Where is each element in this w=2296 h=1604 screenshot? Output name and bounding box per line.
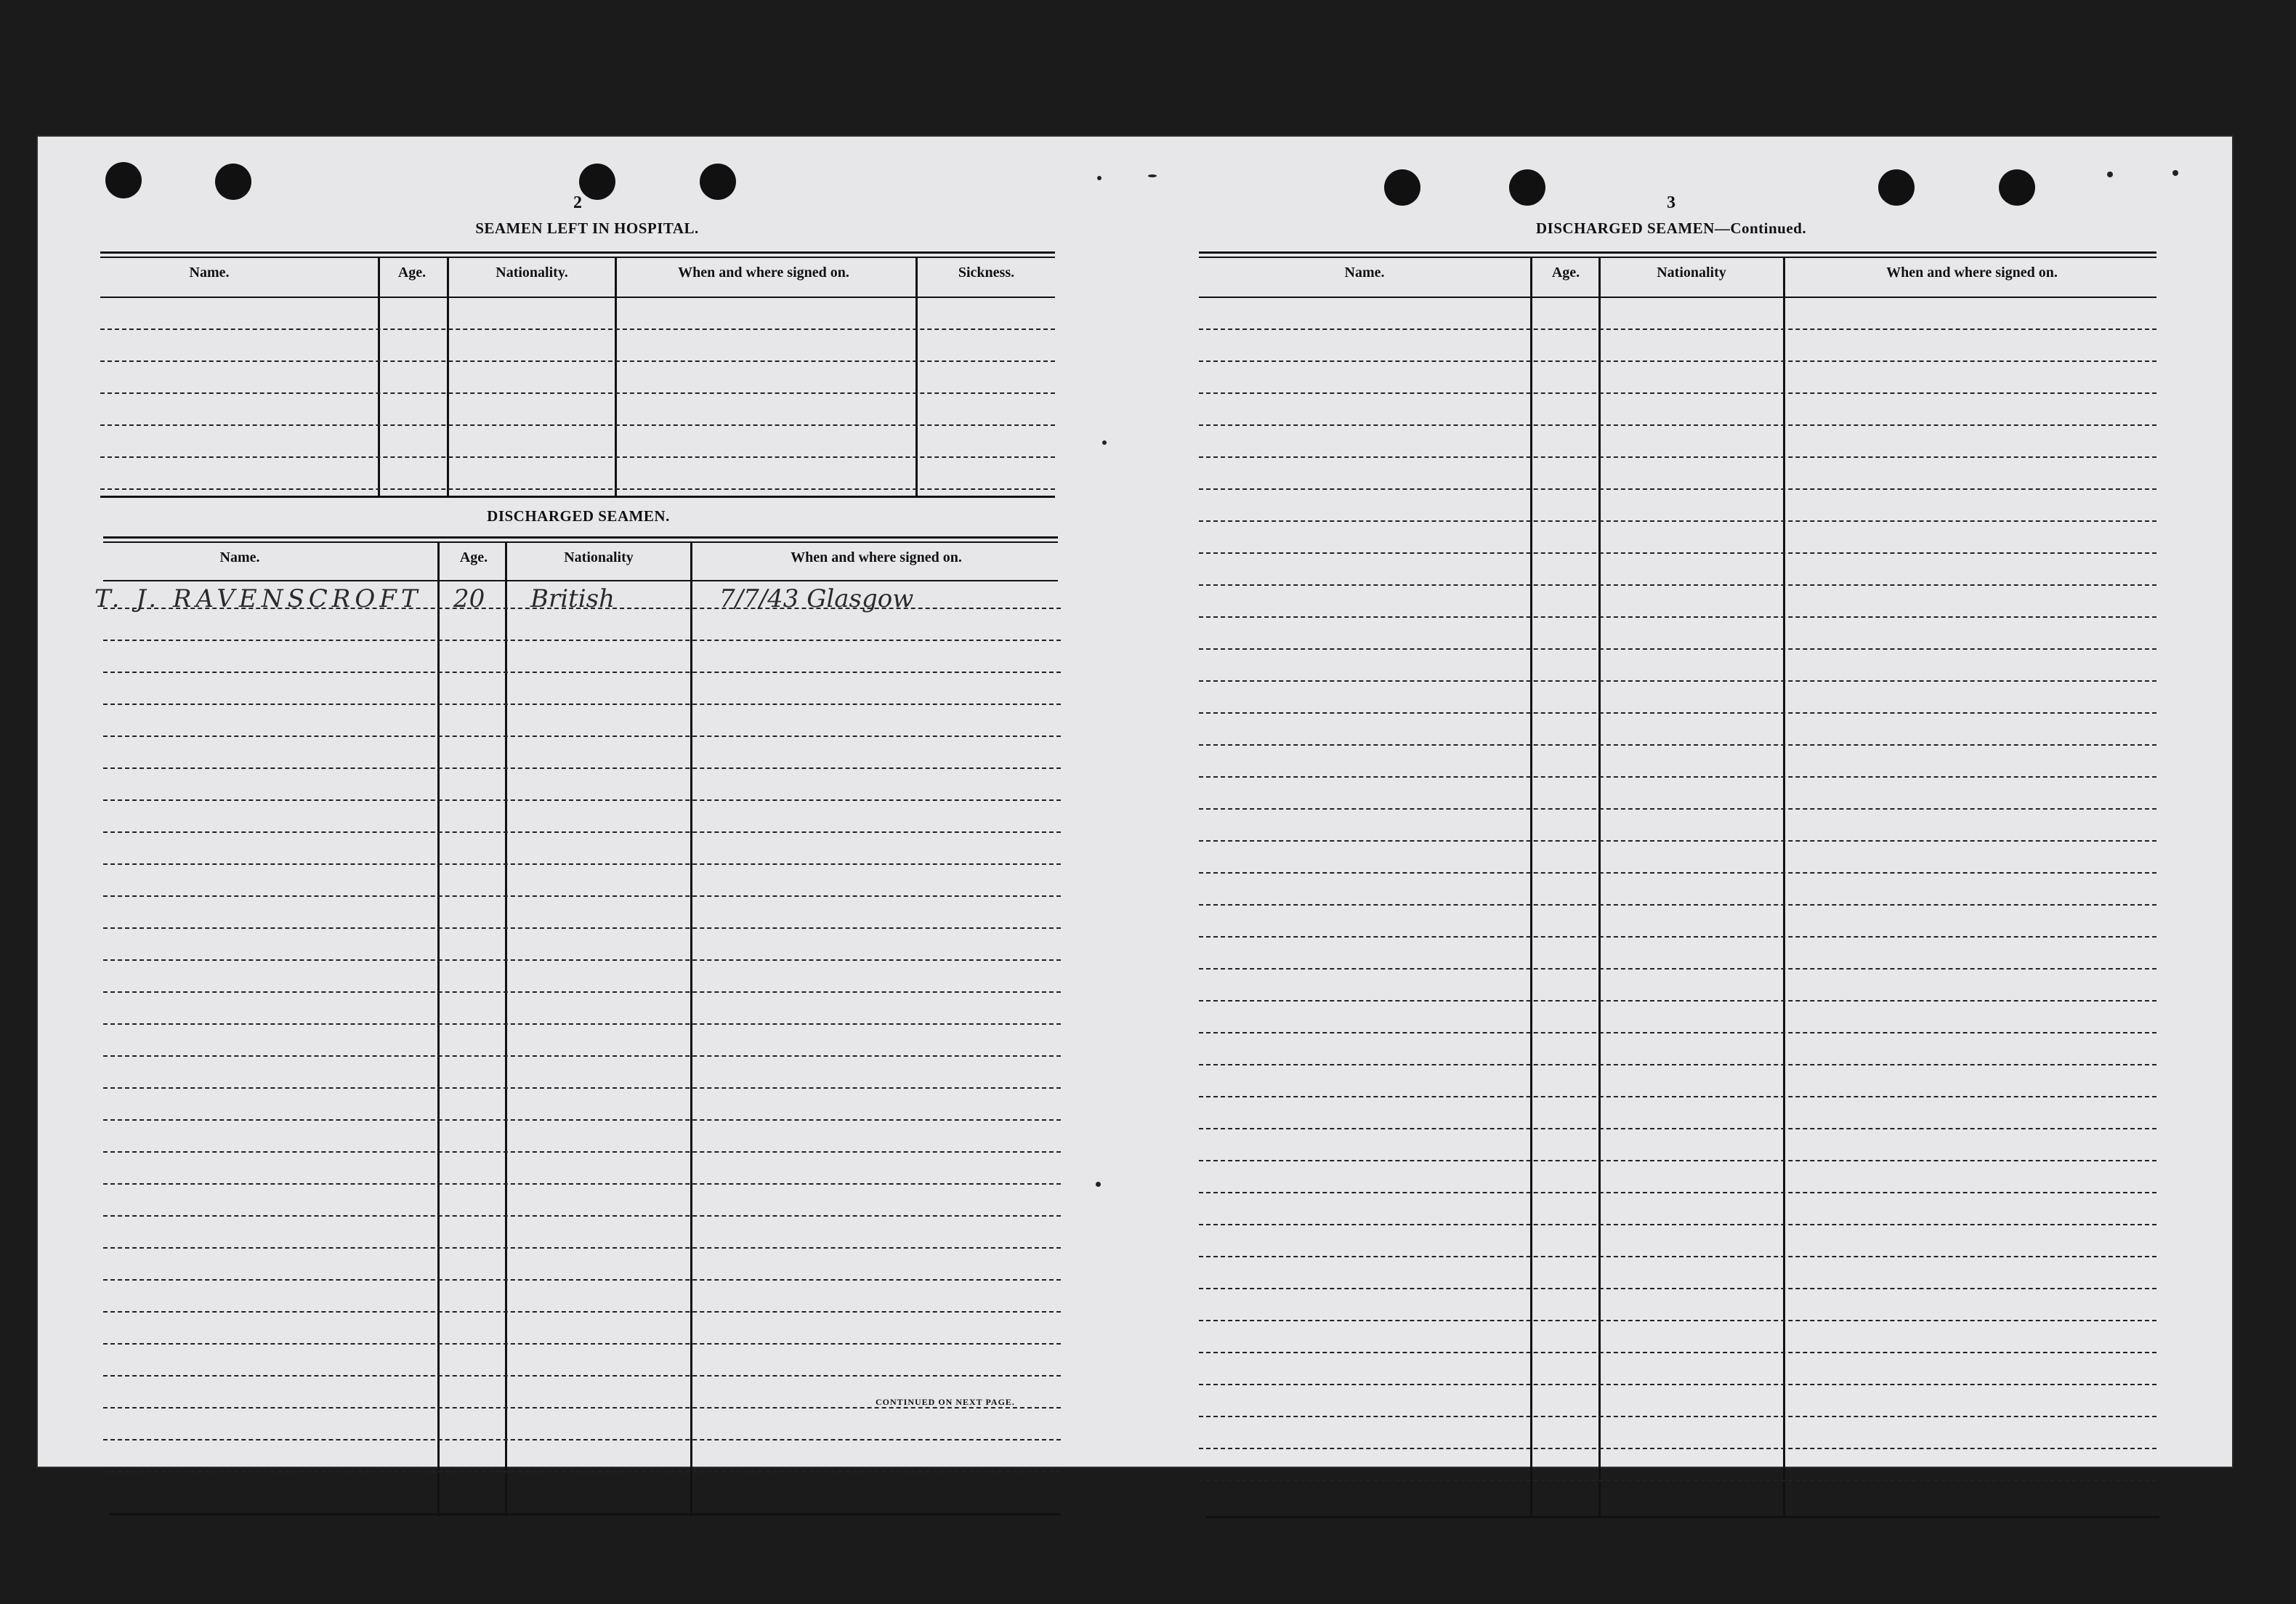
section-title-discharged-continued: DISCHARGED SEAMEN—Continued. xyxy=(1535,219,1807,237)
entry-nationality: British xyxy=(530,584,615,613)
ruled-line xyxy=(103,1375,1061,1377)
punch-hole xyxy=(1999,169,2035,206)
ruled-line xyxy=(103,991,1061,993)
discharged-col-divider xyxy=(437,542,440,1516)
ruled-line xyxy=(103,735,1061,737)
ruled-line xyxy=(1199,1224,2156,1225)
ruled-line xyxy=(1199,329,2156,330)
continued-top-rule xyxy=(1199,251,2156,254)
ruled-line xyxy=(1199,1064,2156,1065)
ruled-line xyxy=(1199,584,2156,586)
col-header-signed-on: When and where signed on. xyxy=(791,549,962,565)
ruled-line xyxy=(1199,1192,2156,1193)
col-header-age: Age. xyxy=(397,265,427,281)
ruled-line xyxy=(103,959,1061,961)
entry-age: 20 xyxy=(453,584,485,613)
continued-top-rule xyxy=(1199,257,2156,258)
col-header-age: Age. xyxy=(1551,265,1580,281)
ruled-line xyxy=(1199,1384,2156,1385)
punch-hole xyxy=(579,164,615,200)
hospital-top-rule xyxy=(100,257,1055,258)
col-header-signed-on: When and where signed on. xyxy=(678,265,849,281)
col-header-sickness: Sickness. xyxy=(958,265,1015,281)
ruled-line xyxy=(1199,1448,2156,1449)
ruled-line xyxy=(103,1087,1061,1089)
ruled-line xyxy=(1199,424,2156,426)
ruled-line xyxy=(1199,680,2156,682)
col-header-nationality: Nationality. xyxy=(496,265,568,281)
punch-hole xyxy=(1509,169,1545,206)
hospital-header-rule xyxy=(100,297,1055,298)
ruled-line xyxy=(1199,1320,2156,1321)
ruled-line xyxy=(103,1471,1061,1472)
section-title-discharged: DISCHARGED SEAMEN. xyxy=(487,507,670,525)
punch-hole xyxy=(1878,169,1915,206)
ruled-line xyxy=(1199,456,2156,458)
ruled-line xyxy=(103,1183,1061,1185)
ruled-line xyxy=(1199,712,2156,714)
ruled-line xyxy=(100,424,1055,426)
ruled-line xyxy=(1199,392,2156,394)
ruled-line xyxy=(1199,872,2156,874)
page-number-right: 3 xyxy=(1667,193,1675,212)
ruled-line xyxy=(1199,808,2156,810)
ruled-line xyxy=(1199,1480,2156,1481)
ruled-line xyxy=(1199,616,2156,618)
ruled-line xyxy=(103,895,1061,897)
ruled-line xyxy=(103,608,1061,609)
discharged-top-rule xyxy=(103,536,1058,539)
discharged-top-rule xyxy=(103,541,1058,543)
ruled-line xyxy=(100,488,1055,490)
hospital-col-divider xyxy=(615,257,617,497)
discharged-header-rule xyxy=(103,580,1058,581)
ruled-line xyxy=(103,831,1061,833)
ruled-line xyxy=(103,799,1061,801)
hospital-col-divider xyxy=(447,257,449,497)
ruled-line xyxy=(1199,1352,2156,1353)
discharged-bottom-rule xyxy=(109,1513,1061,1515)
continued-col-divider xyxy=(1783,257,1785,1518)
ruled-line xyxy=(103,1119,1061,1121)
continued-bottom-rule xyxy=(1206,1516,2159,1518)
entry-name: T. J. RAVENSCROFT xyxy=(94,584,422,613)
col-header-nationality: Nationality xyxy=(564,549,634,565)
speck xyxy=(2172,170,2178,176)
ruled-line xyxy=(1199,1416,2156,1417)
col-header-signed-on: When and where signed on. xyxy=(1886,265,2058,281)
discharged-col-divider xyxy=(505,542,507,1516)
continued-col-divider xyxy=(1598,257,1601,1518)
punch-hole xyxy=(1384,169,1420,206)
ruled-line xyxy=(103,927,1061,929)
col-header-name: Name. xyxy=(219,549,260,565)
ruled-line xyxy=(1199,648,2156,650)
ruled-line xyxy=(103,1215,1061,1217)
speck xyxy=(2107,172,2113,177)
ruled-line xyxy=(103,1247,1061,1249)
punch-hole xyxy=(700,164,736,200)
ruled-line xyxy=(103,1311,1061,1313)
ruled-line xyxy=(103,1279,1061,1281)
col-header-name: Name. xyxy=(189,265,230,281)
speck xyxy=(1148,174,1157,177)
ruled-line xyxy=(1199,1096,2156,1097)
ruled-line xyxy=(1199,904,2156,906)
entry-signed-on: 7/7/43 Glasgow xyxy=(719,584,914,613)
ruled-line xyxy=(103,1055,1061,1057)
ruled-line xyxy=(100,392,1055,394)
col-header-nationality: Nationality xyxy=(1657,265,1726,281)
ruled-line xyxy=(1199,936,2156,938)
speck xyxy=(1097,176,1101,180)
ruled-line xyxy=(1199,1032,2156,1033)
punch-hole xyxy=(105,162,142,198)
ruled-line xyxy=(1199,1000,2156,1002)
continued-header-rule xyxy=(1199,297,2156,298)
section-title-hospital: SEAMEN LEFT IN HOSPITAL. xyxy=(475,219,699,237)
ruled-line xyxy=(103,1343,1061,1345)
ruled-line xyxy=(1199,488,2156,490)
hospital-top-rule xyxy=(100,251,1055,254)
hospital-col-divider xyxy=(378,257,380,497)
col-header-name: Name. xyxy=(1344,265,1385,281)
ruled-line xyxy=(100,456,1055,458)
continued-footer: CONTINUED ON NEXT PAGE. xyxy=(876,1397,1015,1407)
hospital-bottom-rule xyxy=(100,496,1055,498)
ruled-line xyxy=(103,672,1061,673)
ruled-line xyxy=(100,329,1055,330)
ruled-line xyxy=(103,1151,1061,1153)
ruled-line xyxy=(1199,1288,2156,1289)
continued-col-divider xyxy=(1530,257,1532,1518)
speck xyxy=(1096,1182,1101,1187)
ruled-line xyxy=(1199,1160,2156,1161)
ruled-line xyxy=(103,640,1061,641)
ruled-line xyxy=(1199,360,2156,362)
col-header-age: Age. xyxy=(459,549,488,565)
ruled-line xyxy=(103,1023,1061,1025)
ruled-line xyxy=(1199,968,2156,970)
ruled-line xyxy=(1199,776,2156,778)
punch-hole xyxy=(215,164,251,200)
ruled-line xyxy=(103,767,1061,769)
ruled-line xyxy=(1199,744,2156,746)
speck xyxy=(1102,440,1107,445)
ruled-line xyxy=(1199,520,2156,522)
ruled-line xyxy=(103,1439,1061,1440)
discharged-col-divider xyxy=(690,542,692,1516)
ledger-sheet xyxy=(36,135,2234,1468)
ruled-line xyxy=(1199,1256,2156,1257)
page-number-left: 2 xyxy=(573,193,582,212)
ruled-line xyxy=(1199,840,2156,842)
ruled-line xyxy=(100,360,1055,362)
ruled-line xyxy=(103,863,1061,865)
ruled-line xyxy=(103,704,1061,705)
ruled-line xyxy=(1199,1128,2156,1129)
hospital-col-divider xyxy=(915,257,918,497)
ruled-line xyxy=(1199,552,2156,554)
